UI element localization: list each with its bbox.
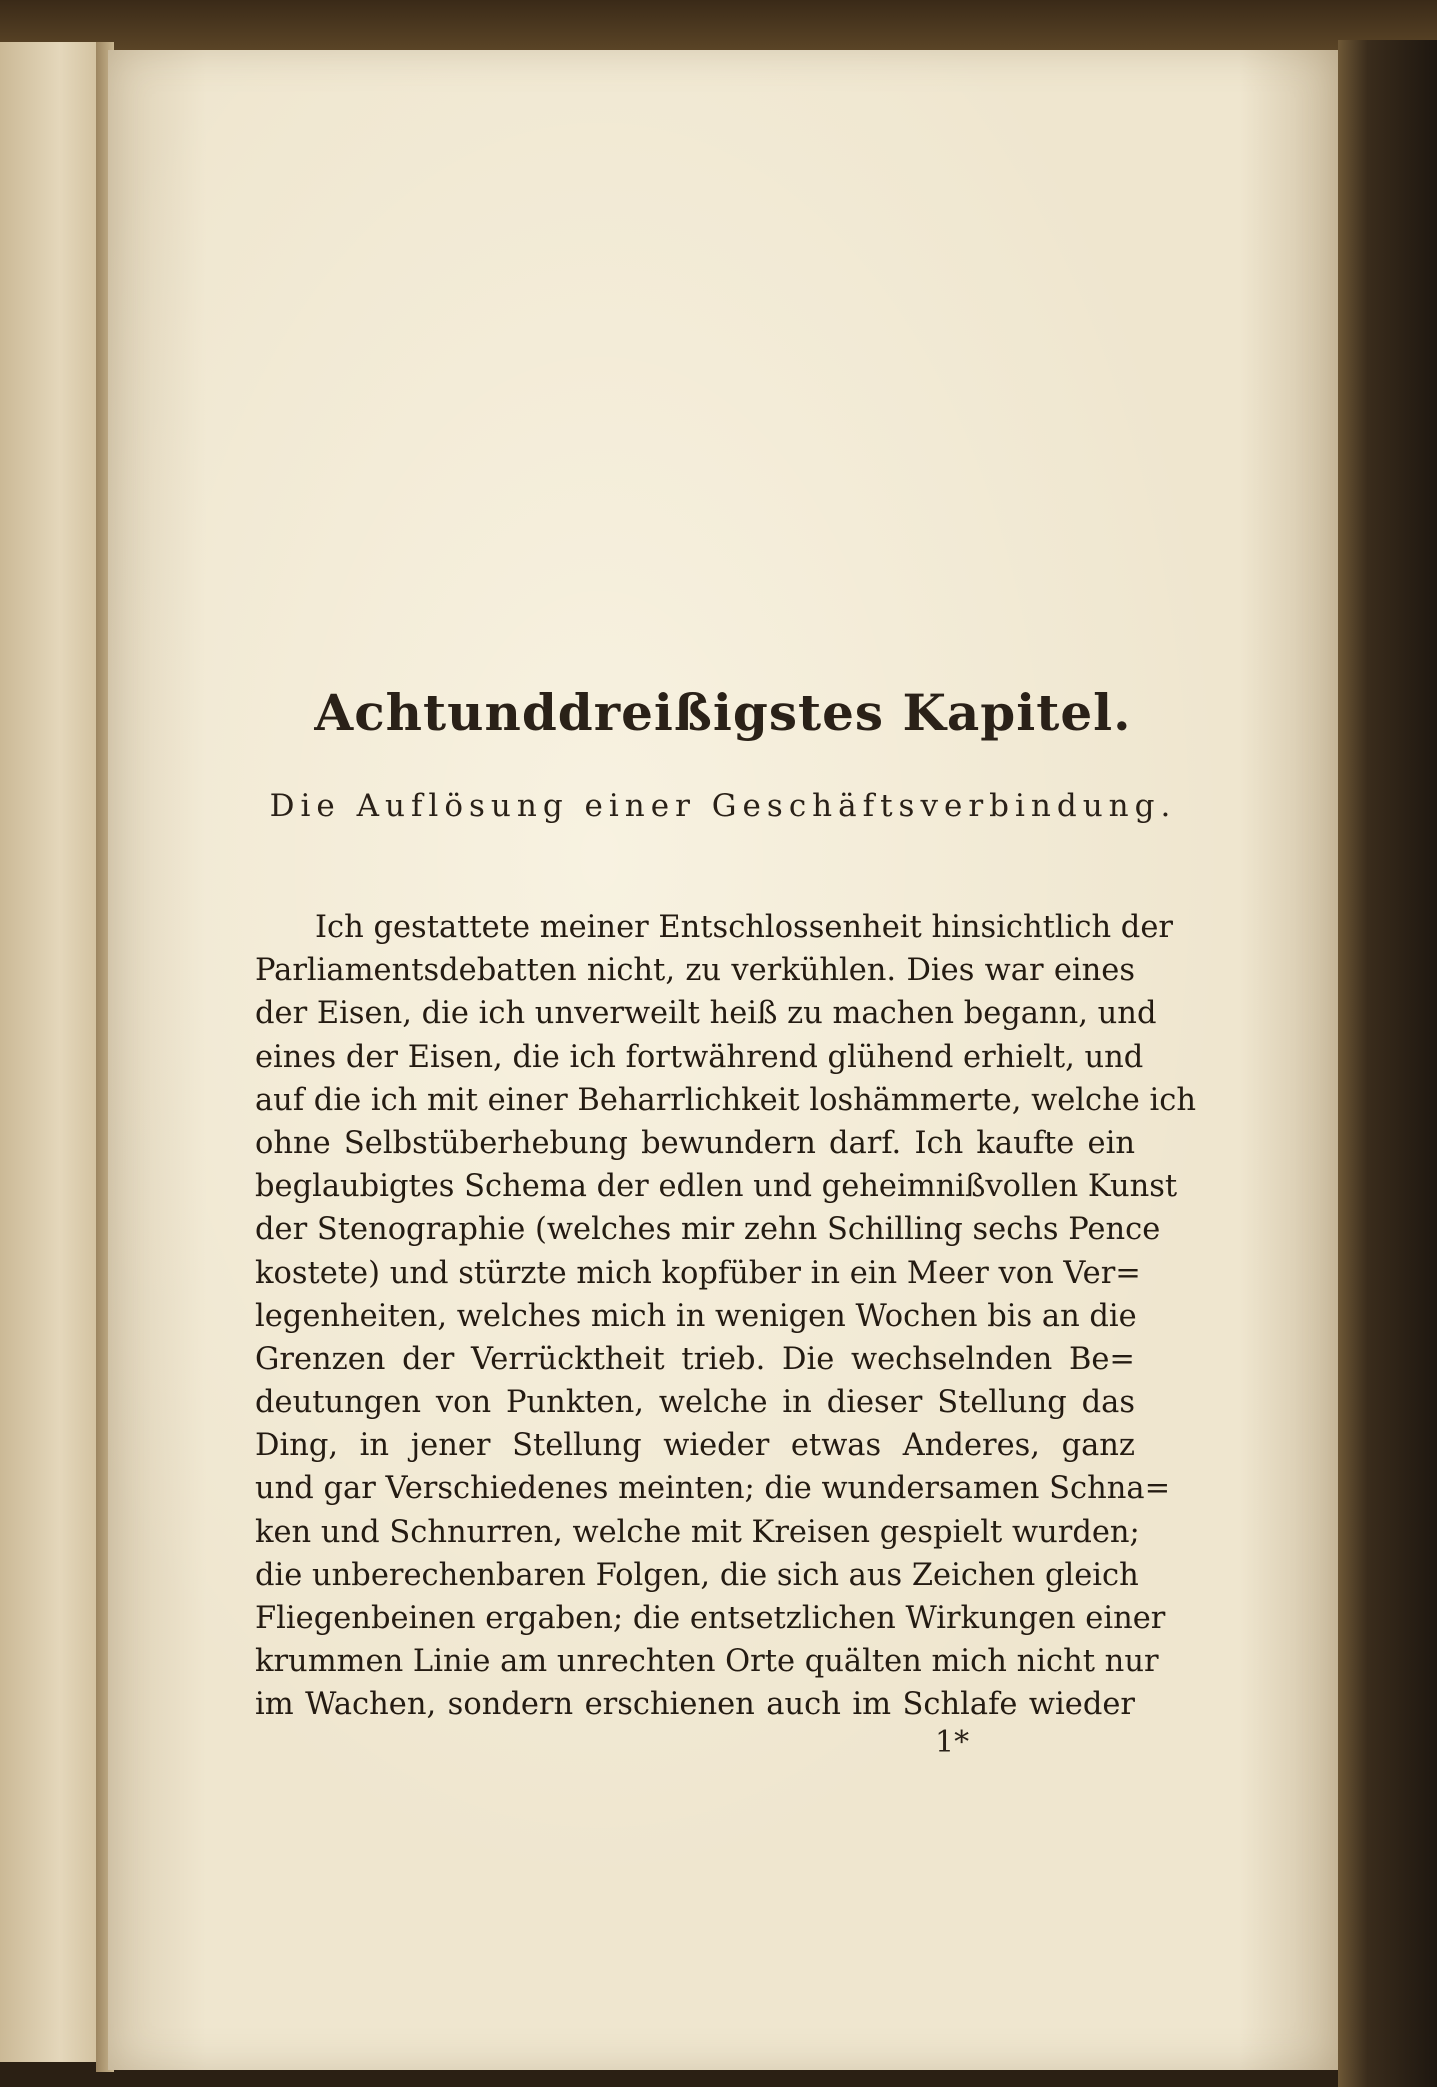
text-line: ohne Selbstüberhebung bewundern darf. Ich kaufte ein xyxy=(255,1125,1135,1161)
text-line: auf die ich mit einer Beharrlichkeit loshämmerte, welche ich xyxy=(255,1082,1196,1118)
text-line: die unberechenbaren Folgen, die sich aus Zeichen gleich xyxy=(255,1557,1139,1593)
book-cover-edge xyxy=(1338,40,1437,2087)
text-line: ken und Schnurren, welche mit Kreisen gespielt wurden; xyxy=(255,1514,1140,1550)
text-line: der Stenographie (welches mir zehn Schilling sechs Pence xyxy=(255,1212,1161,1248)
text-line: legenheiten, welches mich in wenigen Wochen bis an die xyxy=(255,1298,1137,1334)
text-line: Grenzen der Verrücktheit trieb. Die wechselnden Be= xyxy=(255,1341,1135,1377)
chapter-title: Achtunddreißigstes Kapitel. xyxy=(314,683,1132,742)
text-line: krummen Linie am unrechten Orte quälten mich nicht nur xyxy=(255,1644,1159,1680)
text-line: Ding, in jener Stellung wieder etwas Anderes, ganz xyxy=(255,1428,1135,1464)
text-line: beglaubigtes Schema der edlen und geheimnißvollen Kunst xyxy=(255,1169,1178,1205)
text-line: und gar Verschiedenes meinten; die wundersamen Schna= xyxy=(255,1471,1171,1507)
text-line: der Eisen, die ich unverweilt heiß zu machen begann, und xyxy=(255,996,1157,1032)
text-line: kostete) und stürzte mich kopfüber in ein Meer von Ver= xyxy=(255,1255,1141,1291)
chapter-subtitle: Die Auflösung einer Geschäftsverbindung. xyxy=(269,788,1177,824)
text-line: im Wachen, sondern erschienen auch im Schlafe wieder xyxy=(255,1687,1135,1723)
text-line: eines der Eisen, die ich fortwährend glühend erhielt, und xyxy=(255,1039,1144,1075)
signature-mark: 1* xyxy=(935,1725,970,1760)
text-line: Parliamentsdebatten nicht, zu verkühlen. Dies war eines xyxy=(255,953,1135,989)
text-line: Ich gestattete meiner Entschlossenheit hinsichtlich der xyxy=(315,910,1173,945)
text-line: Fliegenbeinen ergaben; die entsetzlichen Wirkungen einer xyxy=(255,1601,1166,1636)
facing-page-edge xyxy=(0,42,102,2062)
text-line: deutungen von Punkten, welche in dieser Stellung das xyxy=(255,1385,1135,1421)
body-paragraph xyxy=(255,906,1196,1727)
book-top-edge xyxy=(0,0,1437,50)
